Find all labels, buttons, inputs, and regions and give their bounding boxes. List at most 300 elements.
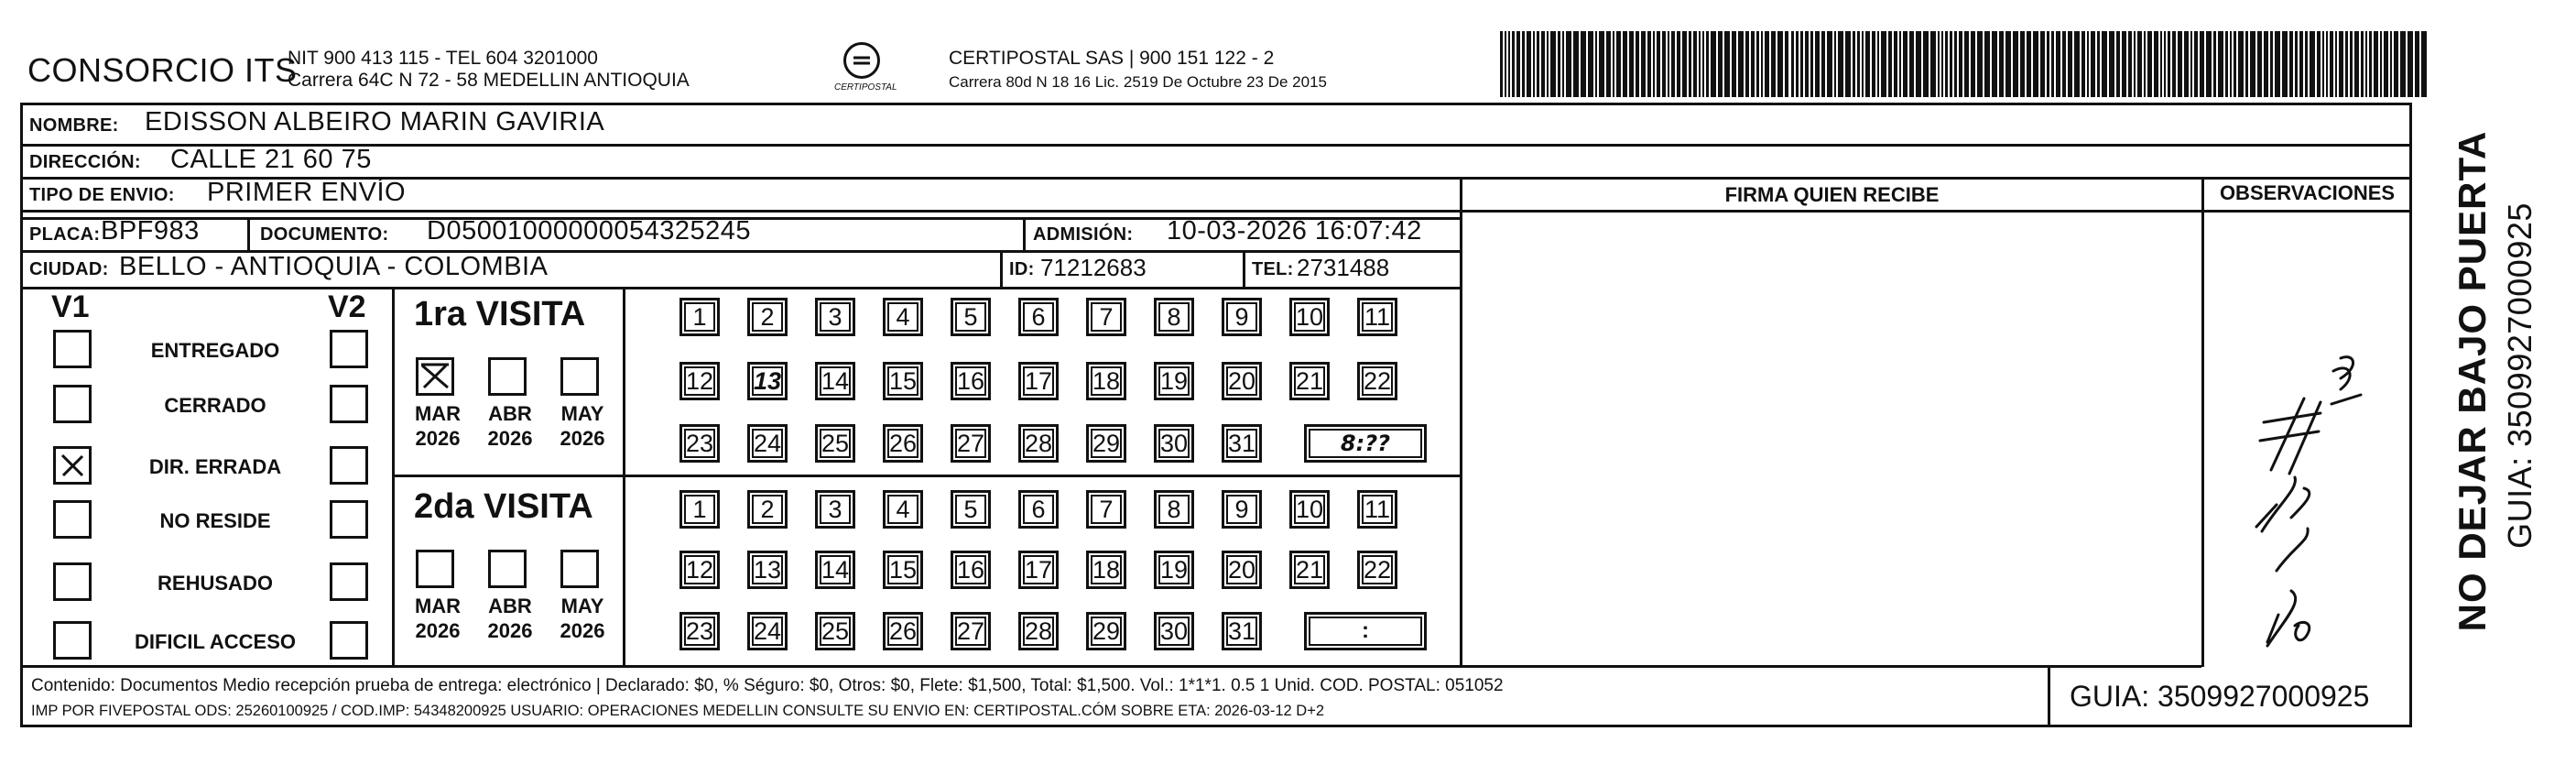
- day-box[interactable]: 2: [747, 490, 788, 529]
- footer-contenido: Contenido: Documentos Medio recepción prueba de entrega: electrónico | Declarado: $0, % Séguro: $0, Otros: $0, Flete: $1,500, Total: $1,500. Vol.: 1*1*1. 0.5 1 Unid. COD. POSTAL: 051052: [31, 676, 1504, 695]
- logo-caption: CERTIPOSTAL: [834, 82, 897, 93]
- day-box[interactable]: 30: [1154, 612, 1194, 650]
- admision-label: ADMISIÓN:: [1033, 224, 1134, 245]
- barcode-bar: [2097, 31, 2100, 97]
- month-label: [484, 401, 536, 451]
- barcode-bar: [2164, 31, 2166, 97]
- barcode-bar: [1872, 31, 1875, 97]
- direccion-value: CALLE 21 60 75: [170, 145, 372, 174]
- day-box[interactable]: 29: [1086, 424, 1126, 463]
- day-box[interactable]: 10: [1289, 298, 1330, 336]
- month-year: 2026: [415, 619, 461, 642]
- v2-checkbox[interactable]: [330, 500, 368, 539]
- day-box[interactable]: 21: [1289, 362, 1330, 400]
- barcode-bar: [1581, 31, 1586, 97]
- barcode-bar: [2122, 31, 2126, 97]
- barcode-bar: [1505, 31, 1506, 97]
- barcode-bar: [1888, 31, 1892, 97]
- barcode-bar: [1613, 31, 1614, 97]
- ciudad-value: BELLO - ANTIOQUIA - COLOMBIA: [119, 252, 549, 281]
- barcode-bar: [1853, 31, 1855, 97]
- month-year: 2026: [487, 427, 533, 450]
- barcode-bar: [2400, 31, 2406, 97]
- barcode-bar: [2408, 31, 2413, 97]
- month-name: MAR: [414, 595, 462, 617]
- barcode: [1500, 31, 2434, 97]
- barcode-bar: [1761, 31, 1763, 97]
- visit2-time-box[interactable]: [1304, 612, 1427, 650]
- barcode-bar: [2013, 31, 2018, 97]
- barcode-bar: [1689, 31, 1691, 97]
- day-box[interactable]: 9: [1222, 298, 1262, 336]
- barcode-bar: [1558, 31, 1560, 97]
- documento-value: D05001000000054325245: [427, 216, 752, 246]
- month-label: [484, 594, 536, 643]
- barcode-bar: [2250, 31, 2255, 97]
- barcode-bar: [1845, 31, 1851, 97]
- barcode-bar: [2361, 31, 2364, 97]
- barcode-bar: [2394, 31, 2398, 97]
- side-guia: GUIA: 3509927000925: [2501, 202, 2538, 549]
- v2-header: V2: [328, 289, 366, 324]
- barcode-bar: [1550, 31, 1556, 97]
- barcode-bar: [1865, 31, 1870, 97]
- barcode-bar: [2390, 31, 2392, 97]
- nombre-label: NOMBRE:: [29, 115, 119, 136]
- day-box[interactable]: 7: [1086, 298, 1126, 336]
- v1-checkbox[interactable]: [53, 385, 92, 423]
- barcode-bar: [2005, 31, 2011, 97]
- company-address: Carrera 80d N 18 16 Lic. 2519 De Octubre 23 De 2015: [949, 73, 1327, 91]
- barcode-bar: [1810, 31, 1813, 97]
- barcode-bar: [2380, 31, 2382, 97]
- barcode-bar: [1899, 31, 1901, 97]
- tel-value: 2731488: [1297, 254, 1390, 281]
- observation-text: No hay # 75: [2203, 215, 2209, 216]
- barcode-bar: [2160, 31, 2162, 97]
- barcode-bar: [1800, 31, 1803, 97]
- barcode-bar: [2330, 31, 2333, 97]
- status-label: DIFICIL ACCESO: [134, 630, 296, 653]
- month-name: ABR: [488, 402, 532, 425]
- month-checkbox[interactable]: [560, 357, 599, 396]
- day-box[interactable]: 17: [1018, 362, 1059, 400]
- barcode-bar: [2137, 31, 2142, 97]
- visit2-time: :: [1362, 618, 1369, 643]
- admision-value: 10-03-2026 16:07:42: [1167, 216, 1422, 246]
- day-box[interactable]: 10: [1289, 490, 1330, 529]
- x-mark-icon: [418, 360, 451, 393]
- v1-header: V1: [51, 289, 90, 324]
- barcode-bar: [1862, 31, 1864, 97]
- v1-checkbox[interactable]: [53, 621, 92, 660]
- barcode-bar: [1641, 31, 1646, 97]
- visit2-title: 2da VISITA: [414, 487, 593, 526]
- month-checkbox[interactable]: [560, 550, 599, 588]
- day-box[interactable]: 13: [747, 551, 788, 589]
- barcode-bar: [2264, 31, 2268, 97]
- barcode-bar: [2415, 31, 2419, 97]
- day-box[interactable]: 4: [883, 298, 923, 336]
- barcode-bar: [1657, 31, 1660, 97]
- day-box[interactable]: 25: [815, 424, 855, 463]
- barcode-bar: [1881, 31, 1886, 97]
- month-year: 2026: [415, 427, 461, 450]
- v2-checkbox[interactable]: [330, 330, 368, 368]
- v1-checkbox[interactable]: [53, 446, 92, 485]
- day-box[interactable]: 24: [747, 612, 788, 650]
- status-label: ENTREGADO: [150, 339, 280, 362]
- barcode-bar: [1827, 31, 1832, 97]
- barcode-bar: [2374, 31, 2378, 97]
- month-label: [557, 401, 608, 451]
- month-year: 2026: [560, 427, 605, 450]
- barcode-bar: [2350, 31, 2353, 97]
- day-box[interactable]: 19: [1154, 551, 1194, 589]
- barcode-bar: [2056, 31, 2060, 97]
- barcode-bar: [2213, 31, 2216, 97]
- day-box[interactable]: 26: [883, 612, 923, 650]
- barcode-bar: [2339, 31, 2343, 97]
- day-box[interactable]: 1: [679, 490, 720, 529]
- barcode-bar: [1647, 31, 1651, 97]
- barcode-bar: [2200, 31, 2204, 97]
- barcode-bar: [2178, 31, 2182, 97]
- barcode-bar: [2299, 31, 2303, 97]
- barcode-bar: [2238, 31, 2244, 97]
- barcode-bar: [1562, 31, 1564, 97]
- barcode-bar: [2310, 31, 2315, 97]
- barcode-bar: [1616, 31, 1621, 97]
- barcode-bar: [2384, 31, 2388, 97]
- v2-checkbox[interactable]: [330, 385, 368, 423]
- barcode-bar: [2245, 31, 2248, 97]
- barcode-bar: [2282, 31, 2288, 97]
- x-mark-icon: [56, 449, 89, 482]
- barcode-bar: [2335, 31, 2337, 97]
- nit-line: NIT 900 413 115 - TEL 604 3201000: [288, 48, 598, 69]
- barcode-bar: [1541, 31, 1545, 97]
- status-label: NO RESIDE: [159, 509, 271, 532]
- barcode-bar: [1815, 31, 1820, 97]
- day-box[interactable]: 30: [1154, 424, 1194, 463]
- v2-checkbox[interactable]: [330, 621, 368, 660]
- month-year: 2026: [487, 619, 533, 642]
- day-box[interactable]: 24: [747, 424, 788, 463]
- barcode-bar: [1777, 31, 1783, 97]
- barcode-bar: [2087, 31, 2089, 97]
- barcode-bar: [1516, 31, 1520, 97]
- day-box[interactable]: 19: [1154, 362, 1194, 400]
- month-checkbox[interactable]: [488, 357, 527, 396]
- barcode-bar: [2154, 31, 2158, 97]
- day-box[interactable]: 15: [883, 362, 923, 400]
- barcode-bar: [1941, 31, 1943, 97]
- month-label: [557, 594, 608, 643]
- barcode-bar: [1595, 31, 1597, 97]
- barcode-bar: [1964, 31, 1969, 97]
- day-box[interactable]: 29: [1086, 612, 1126, 650]
- barcode-bar: [2190, 31, 2192, 97]
- day-box[interactable]: 28: [1018, 424, 1059, 463]
- tel-label: TEL:: [1252, 259, 1294, 279]
- barcode-bar: [1785, 31, 1788, 97]
- barcode-bar: [1959, 31, 1962, 97]
- day-box[interactable]: 1: [679, 298, 720, 336]
- barcode-bar: [1771, 31, 1776, 97]
- barcode-bar: [2230, 31, 2232, 97]
- day-box[interactable]: 15: [883, 551, 923, 589]
- barcode-bar: [1738, 31, 1744, 97]
- month-label: [412, 401, 463, 451]
- barcode-bar: [1938, 31, 1940, 97]
- barcode-bar: [1971, 31, 1975, 97]
- logo-circle-icon: [843, 42, 880, 79]
- status-label: DIR. ERRADA: [148, 455, 282, 478]
- barcode-bar: [1522, 31, 1525, 97]
- day-box[interactable]: 5: [951, 490, 991, 529]
- day-box[interactable]: 27: [951, 612, 991, 650]
- day-box[interactable]: 12: [679, 362, 720, 400]
- barcode-bar: [2206, 31, 2212, 97]
- day-box[interactable]: 21: [1289, 551, 1330, 589]
- month-checkbox[interactable]: [416, 357, 454, 396]
- barcode-bar: [2326, 31, 2328, 97]
- day-box[interactable]: 16: [951, 551, 991, 589]
- barcode-bar: [2020, 31, 2025, 97]
- barcode-bar: [2234, 31, 2236, 97]
- month-checkbox[interactable]: [416, 550, 454, 588]
- day-box[interactable]: 16: [951, 362, 991, 400]
- month-label: [412, 594, 463, 643]
- barcode-bar: [2102, 31, 2107, 97]
- barcode-bar: [2225, 31, 2228, 97]
- company-line: CERTIPOSTAL SAS | 900 151 122 - 2: [949, 48, 1275, 69]
- month-name: MAY: [560, 595, 604, 617]
- tipo-envio-value: PRIMER ENVÍO: [207, 178, 407, 207]
- barcode-bar: [1977, 31, 1983, 97]
- barcode-bar: [1693, 31, 1697, 97]
- barcode-bar: [2295, 31, 2298, 97]
- barcode-bar: [1992, 31, 1997, 97]
- barcode-bar: [2354, 31, 2359, 97]
- footer-impresion: IMP POR FIVEPOSTAL ODS: 25260100925 / COD.IMP: 54348200925 USUARIO: OPERACIONES MEDELLIN CONSULTE SU ENVIO EN: CERTIPOSTAL.CÓM SOBRE ETA: 2026-03-12 D+2: [31, 703, 1325, 719]
- barcode-bar: [1751, 31, 1755, 97]
- barcode-bar: [1677, 31, 1680, 97]
- barcode-bar: [2257, 31, 2262, 97]
- handwritten-observation: [2203, 215, 2412, 664]
- barcode-bar: [2074, 31, 2080, 97]
- barcode-bar: [2051, 31, 2054, 97]
- day-box[interactable]: 23: [679, 612, 720, 650]
- barcode-bar: [1821, 31, 1825, 97]
- day-box[interactable]: 3: [815, 490, 855, 529]
- barcode-bar: [1903, 31, 1908, 97]
- day-box[interactable]: 8: [1154, 490, 1194, 529]
- barcode-bar: [2270, 31, 2273, 97]
- day-box[interactable]: 8: [1154, 298, 1194, 336]
- barcode-bar: [1909, 31, 1914, 97]
- day-box[interactable]: 26: [883, 424, 923, 463]
- barcode-bar: [2172, 31, 2176, 97]
- status-label: CERRADO: [164, 394, 266, 417]
- barcode-bar: [1623, 31, 1627, 97]
- barcode-bar: [2317, 31, 2321, 97]
- day-box[interactable]: 22: [1357, 362, 1397, 400]
- month-checkbox[interactable]: [488, 550, 527, 588]
- barcode-bar: [2147, 31, 2152, 97]
- barcode-bar: [2081, 31, 2085, 97]
- barcode-bar: [1877, 31, 1879, 97]
- day-box[interactable]: 31: [1222, 612, 1262, 650]
- day-box[interactable]: 14: [815, 551, 855, 589]
- barcode-bar: [1636, 31, 1639, 97]
- barcode-bar: [1537, 31, 1539, 97]
- barcode-bar: [2047, 31, 2049, 97]
- barcode-bar: [2289, 31, 2293, 97]
- barcode-bar: [1606, 31, 1611, 97]
- barcode-bar: [1999, 31, 2004, 97]
- day-box[interactable]: 22: [1357, 551, 1397, 589]
- v1-checkbox[interactable]: [53, 330, 92, 368]
- barcode-bar: [1547, 31, 1549, 97]
- barcode-bar: [1984, 31, 1990, 97]
- barcode-bar: [1791, 31, 1794, 97]
- barcode-bar: [1671, 31, 1675, 97]
- barcode-bar: [1500, 31, 1503, 97]
- barcode-bar: [1923, 31, 1929, 97]
- barcode-bar: [1724, 31, 1730, 97]
- day-box[interactable]: 20: [1222, 551, 1262, 589]
- barcode-bar: [1533, 31, 1535, 97]
- barcode-bar: [2062, 31, 2066, 97]
- barcode-bar: [2369, 31, 2372, 97]
- day-box[interactable]: 3: [815, 298, 855, 336]
- barcode-bar: [1732, 31, 1736, 97]
- barcode-bar: [1629, 31, 1634, 97]
- v1-checkbox[interactable]: [53, 500, 92, 539]
- day-box[interactable]: 17: [1018, 551, 1059, 589]
- barcode-bar: [1945, 31, 1948, 97]
- barcode-bar: [2322, 31, 2324, 97]
- barcode-bar: [1508, 31, 1510, 97]
- barcode-bar: [2194, 31, 2198, 97]
- day-box[interactable]: 18: [1086, 362, 1126, 400]
- direccion-label: DIRECCIÓN:: [29, 152, 141, 172]
- day-box[interactable]: 12: [679, 551, 720, 589]
- barcode-bar: [2134, 31, 2136, 97]
- barcode-bar: [2184, 31, 2189, 97]
- barcode-bar: [2128, 31, 2132, 97]
- visit1-time-box[interactable]: [1304, 424, 1427, 463]
- documento-label: DOCUMENTO:: [260, 224, 389, 245]
- day-box[interactable]: 13: [747, 362, 788, 400]
- day-box[interactable]: 27: [951, 424, 991, 463]
- day-box[interactable]: 11: [1357, 490, 1397, 529]
- barcode-bar: [1838, 31, 1843, 97]
- barcode-bar: [1512, 31, 1515, 97]
- barcode-bar: [2027, 31, 2031, 97]
- day-box[interactable]: 2: [747, 298, 788, 336]
- barcode-bar: [1711, 31, 1716, 97]
- barcode-bar: [1765, 31, 1769, 97]
- nombre-value: EDISSON ALBEIRO MARIN GAVIRIA: [145, 107, 605, 136]
- day-box[interactable]: 4: [883, 490, 923, 529]
- barcode-bar: [2033, 31, 2038, 97]
- barcode-bar: [1834, 31, 1836, 97]
- v2-checkbox[interactable]: [330, 562, 368, 601]
- barcode-bar: [2421, 31, 2427, 97]
- day-box[interactable]: 6: [1018, 298, 1059, 336]
- barcode-bar: [1894, 31, 1897, 97]
- id-label: ID:: [1009, 259, 1035, 279]
- barcode-bar: [1796, 31, 1799, 97]
- barcode-bar: [2040, 31, 2045, 97]
- day-box[interactable]: 5: [951, 298, 991, 336]
- address-line: Carrera 64C N 72 - 58 MEDELLIN ANTIOQUIA: [288, 70, 690, 91]
- barcode-bar: [2365, 31, 2367, 97]
- day-box[interactable]: 25: [815, 612, 855, 650]
- month-name: ABR: [488, 595, 532, 617]
- firma-header: FIRMA QUIEN RECIBE: [1724, 183, 1940, 206]
- no-dejar-bajo-puerta: NO DEJAR BAJO PUERTA: [2451, 130, 2494, 632]
- day-box[interactable]: 14: [815, 362, 855, 400]
- certipostal-logo: [818, 38, 909, 103]
- barcode-bar: [1954, 31, 1957, 97]
- barcode-bar: [1527, 31, 1531, 97]
- visit1-time: 8:??: [1340, 431, 1391, 456]
- barcode-bar: [2109, 31, 2114, 97]
- placa-value: BPF983: [101, 216, 200, 246]
- barcode-bar: [2218, 31, 2223, 97]
- barcode-bar: [1702, 31, 1704, 97]
- barcode-bar: [1566, 31, 1571, 97]
- barcode-bar: [1653, 31, 1655, 97]
- day-box[interactable]: 11: [1357, 298, 1397, 336]
- barcode-bar: [1573, 31, 1579, 97]
- day-box[interactable]: 9: [1222, 490, 1262, 529]
- barcode-bar: [2168, 31, 2170, 97]
- barcode-bar: [2144, 31, 2146, 97]
- day-box[interactable]: 7: [1086, 490, 1126, 529]
- v2-checkbox[interactable]: [330, 446, 368, 485]
- barcode-bar: [1805, 31, 1809, 97]
- ciudad-label: CIUDAD:: [29, 259, 109, 279]
- barcode-bar: [2068, 31, 2072, 97]
- barcode-bar: [1588, 31, 1593, 97]
- status-label: REHUSADO: [158, 572, 273, 595]
- barcode-bar: [2275, 31, 2280, 97]
- barcode-bar: [1916, 31, 1921, 97]
- barcode-bar: [1950, 31, 1952, 97]
- day-box[interactable]: 28: [1018, 612, 1059, 650]
- day-box[interactable]: 23: [679, 424, 720, 463]
- day-box[interactable]: 20: [1222, 362, 1262, 400]
- v1-checkbox[interactable]: [53, 562, 92, 601]
- barcode-bar: [1745, 31, 1749, 97]
- day-box[interactable]: 18: [1086, 551, 1126, 589]
- month-name: MAY: [560, 402, 604, 425]
- day-box[interactable]: 6: [1018, 490, 1059, 529]
- barcode-bar: [1699, 31, 1701, 97]
- placa-label: PLACA:: [29, 224, 101, 245]
- brand-name: CONSORCIO ITS: [27, 51, 298, 89]
- tipo-envio-label: TIPO DE ENVIO:: [29, 185, 175, 205]
- barcode-bar: [1756, 31, 1759, 97]
- barcode-bar: [2091, 31, 2095, 97]
- barcode-bar: [1682, 31, 1687, 97]
- day-box[interactable]: 31: [1222, 424, 1262, 463]
